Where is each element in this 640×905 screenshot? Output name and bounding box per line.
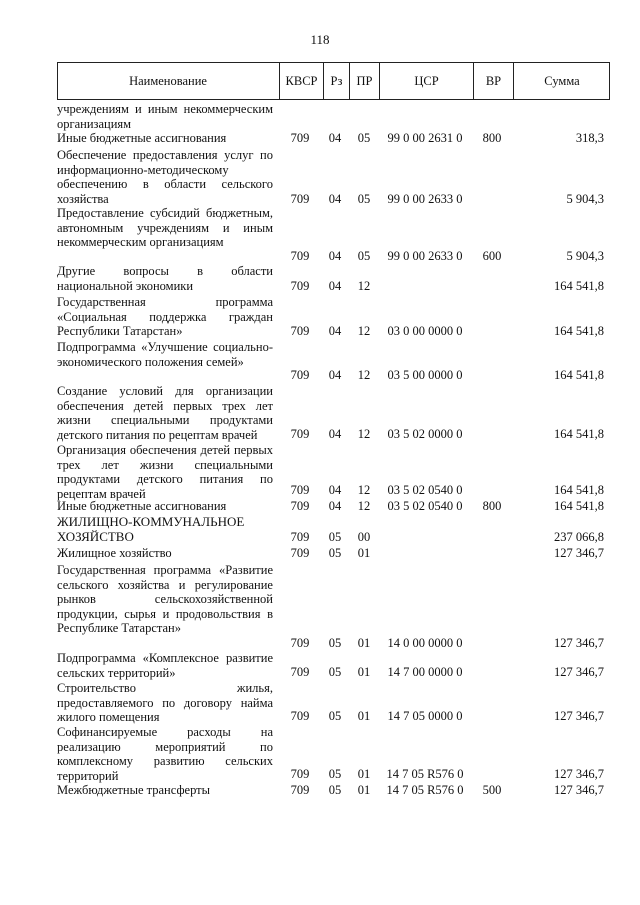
row-kvsr: 709 — [290, 483, 310, 498]
row-kvsr: 709 — [290, 192, 310, 207]
header-sum: Сумма — [513, 62, 610, 100]
row-csr: 99 0 00 2633 0 — [387, 249, 463, 264]
row-name: Государственная программа «Развитие сельского хозяйства и регулирование рынков сельскохозяйственной продукции, сырья и продовольствия в Республике Татарстан» — [57, 563, 273, 636]
header-pr: ПР — [349, 62, 379, 100]
row-pr: 05 — [357, 131, 371, 146]
row-pr: 12 — [357, 368, 371, 383]
row-pr: 01 — [357, 636, 371, 651]
table-row — [57, 499, 610, 514]
row-sum: 164 541,8 — [554, 279, 604, 294]
table-row — [57, 563, 610, 651]
row-vr: 600 — [482, 249, 502, 264]
row-kvsr: 709 — [290, 249, 310, 264]
row-kvsr: 709 — [290, 427, 310, 442]
row-rz: 04 — [328, 131, 342, 146]
row-name: Подпрограмма «Комплексное развитие сельских территорий» — [57, 651, 273, 680]
row-sum: 164 541,8 — [554, 324, 604, 339]
row-name: Межбюджетные трансферты — [57, 783, 211, 797]
table-row — [57, 725, 610, 782]
table-row — [57, 206, 610, 264]
header-rz: Рз — [323, 62, 349, 100]
row-pr: 05 — [357, 249, 371, 264]
row-name: учреждениям и иным некоммерческим организациям — [57, 102, 273, 131]
row-csr: 14 7 05 R576 0 — [386, 767, 464, 782]
row-kvsr: 709 — [290, 546, 310, 561]
row-pr: 12 — [357, 279, 371, 294]
budget-table — [57, 0, 610, 905]
row-rz: 05 — [328, 767, 342, 782]
row-kvsr: 709 — [290, 783, 310, 798]
row-csr: 99 0 00 2631 0 — [387, 131, 463, 146]
row-pr: 01 — [357, 767, 371, 782]
header-kvsr: КВСР — [279, 62, 323, 100]
row-name: Другие вопросы в области национальной экономики — [57, 264, 273, 293]
row-sum: 5 904,3 — [566, 192, 604, 207]
row-rz: 05 — [328, 530, 342, 545]
row-pr: 01 — [357, 783, 371, 798]
row-kvsr: 709 — [290, 324, 310, 339]
row-sum: 164 541,8 — [554, 499, 604, 514]
row-sum: 127 346,7 — [554, 783, 604, 798]
row-vr: 800 — [482, 131, 502, 146]
row-kvsr: 709 — [290, 709, 310, 724]
row-rz: 04 — [328, 324, 342, 339]
row-name: Создание условий для организации обеспечения детей первых трех лет жизни специальными продуктами детского питания по рецептам врачей — [57, 384, 273, 442]
row-vr: 500 — [482, 783, 502, 798]
row-name: Подпрограмма «Улучшение социально-экономического положения семей» — [57, 340, 273, 369]
table-row — [57, 546, 610, 561]
row-sum: 164 541,8 — [554, 368, 604, 383]
row-sum: 237 066,8 — [554, 530, 604, 545]
row-sum: 318,3 — [575, 131, 604, 146]
row-rz: 04 — [328, 249, 342, 264]
row-kvsr: 709 — [290, 665, 310, 680]
row-rz: 05 — [328, 546, 342, 561]
row-pr: 12 — [357, 483, 371, 498]
row-kvsr: 709 — [290, 499, 310, 514]
row-kvsr: 709 — [290, 767, 310, 782]
row-csr: 14 7 00 0000 0 — [387, 665, 463, 680]
page-number: 118 — [310, 32, 330, 47]
row-csr: 14 7 05 0000 0 — [387, 709, 463, 724]
row-kvsr: 709 — [290, 636, 310, 651]
row-csr: 03 0 00 0000 0 — [387, 324, 463, 339]
row-csr: 14 7 05 R576 0 — [386, 783, 464, 798]
row-sum: 127 346,7 — [554, 709, 604, 724]
row-name: Организация обеспечения детей первых трех лет жизни специальными продуктами детского питания по рецептам врачей — [57, 443, 273, 501]
row-pr: 01 — [357, 665, 371, 680]
row-rz: 04 — [328, 499, 342, 514]
row-kvsr: 709 — [290, 530, 310, 545]
row-rz: 04 — [328, 192, 342, 207]
row-pr: 01 — [357, 546, 371, 561]
header-vr: ВР — [473, 62, 513, 100]
table-row — [57, 783, 610, 798]
row-csr: 03 5 02 0540 0 — [387, 483, 463, 498]
row-sum: 164 541,8 — [554, 483, 604, 498]
header-name: Наименование — [129, 74, 207, 88]
row-pr: 12 — [357, 427, 371, 442]
row-name: Строительство жилья, предоставляемого по договору найма жилого помещения — [57, 681, 273, 725]
table-row — [57, 102, 610, 132]
row-name: Жилищное хозяйство — [57, 546, 172, 560]
table-row — [57, 515, 610, 545]
row-name: ЖИЛИЩНО-КОММУНАЛЬНОЕ ХОЗЯЙСТВО — [57, 514, 245, 544]
row-sum: 127 346,7 — [554, 636, 604, 651]
row-pr: 01 — [357, 709, 371, 724]
row-kvsr: 709 — [290, 279, 310, 294]
row-sum: 127 346,7 — [554, 665, 604, 680]
row-rz: 05 — [328, 636, 342, 651]
row-sum: 164 541,8 — [554, 427, 604, 442]
row-kvsr: 709 — [290, 131, 310, 146]
row-rz: 04 — [328, 279, 342, 294]
row-rz: 04 — [328, 483, 342, 498]
table-row — [57, 131, 610, 146]
row-vr: 800 — [482, 499, 502, 514]
row-name: Софинансируемые расходы на реализацию мероприятий по комплексному развитию сельских территорий — [57, 725, 273, 783]
row-rz: 04 — [328, 427, 342, 442]
header-csr: ЦСР — [379, 62, 473, 100]
table-row — [57, 651, 610, 680]
row-sum: 127 346,7 — [554, 767, 604, 782]
table-row — [57, 443, 610, 501]
row-pr: 05 — [357, 192, 371, 207]
row-rz: 05 — [328, 709, 342, 724]
row-name: Обеспечение предоставления услуг по информационно-методическому обеспечению в области сельского хозяйства — [57, 148, 273, 206]
table-row — [57, 148, 610, 207]
table-row — [57, 295, 610, 339]
row-name: Иные бюджетные ассигнования — [57, 131, 227, 145]
row-csr: 14 0 00 0000 0 — [387, 636, 463, 651]
row-csr: 03 5 02 0540 0 — [387, 499, 463, 514]
table-row — [57, 264, 610, 294]
row-pr: 12 — [357, 499, 371, 514]
row-name: Предоставление субсидий бюджетным, автономным учреждениям и иным некоммерческим организациям — [57, 206, 273, 250]
row-csr: 03 5 02 0000 0 — [387, 427, 463, 442]
row-pr: 00 — [357, 530, 371, 545]
table-row — [57, 340, 610, 383]
row-rz: 05 — [328, 783, 342, 798]
table-row — [57, 384, 610, 442]
row-name: Государственная программа «Социальная поддержка граждан Республики Татарстан» — [57, 295, 273, 339]
row-rz: 04 — [328, 368, 342, 383]
row-csr: 03 5 00 0000 0 — [387, 368, 463, 383]
row-rz: 05 — [328, 665, 342, 680]
table-row — [57, 681, 610, 724]
row-sum: 5 904,3 — [566, 249, 604, 264]
row-name: Иные бюджетные ассигнования — [57, 499, 227, 513]
row-kvsr: 709 — [290, 368, 310, 383]
row-csr: 99 0 00 2633 0 — [387, 192, 463, 207]
row-sum: 127 346,7 — [554, 546, 604, 561]
row-pr: 12 — [357, 324, 371, 339]
